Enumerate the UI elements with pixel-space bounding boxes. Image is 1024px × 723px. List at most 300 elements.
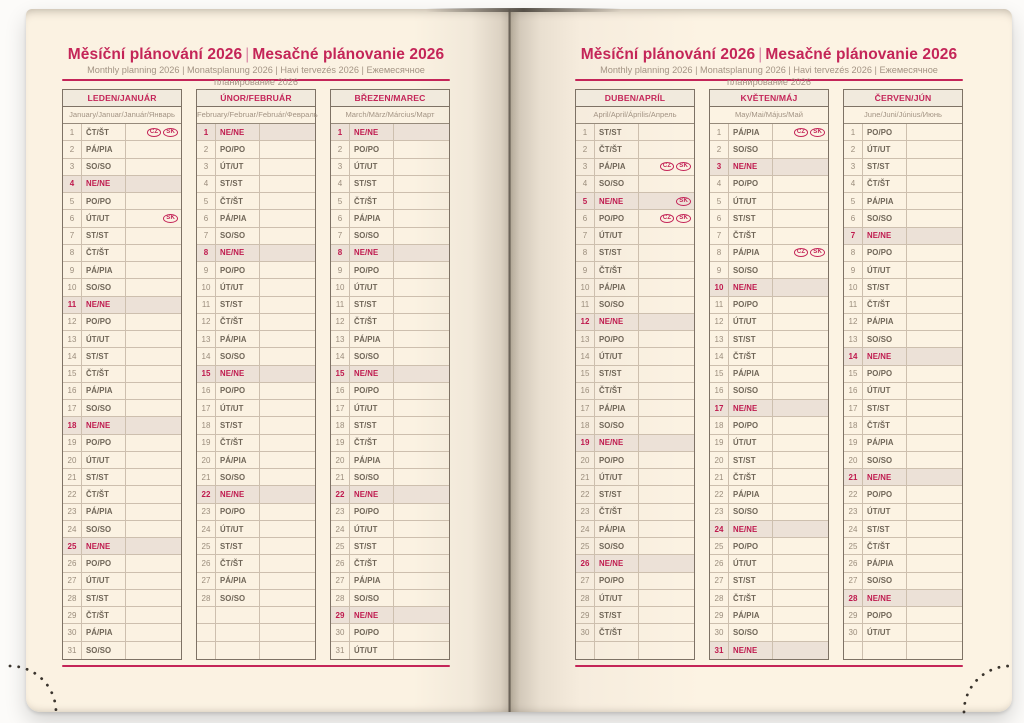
- day-notes-cell: [126, 245, 181, 261]
- day-abbr-cell: ČT/ŠT: [595, 383, 639, 399]
- day-notes-cell: [260, 262, 315, 278]
- day-row: [331, 452, 449, 469]
- day-row: [844, 538, 962, 555]
- day-abbr-cell: PÁ/PIA: [595, 159, 639, 175]
- day-number-cell: 26: [63, 555, 82, 571]
- day-abbr-cell: PO/PO: [216, 504, 260, 520]
- day-row: [197, 417, 315, 434]
- day-row: [710, 469, 828, 486]
- day-notes-cell: [907, 486, 962, 502]
- day-abbr-cell: NE/NE: [350, 124, 394, 140]
- day-row: [576, 400, 694, 417]
- day-row: [63, 297, 181, 314]
- day-row: [197, 573, 315, 590]
- day-notes-cell: [394, 297, 449, 313]
- day-number-cell: 11: [197, 297, 216, 313]
- day-number-cell: 17: [331, 400, 350, 416]
- day-abbr-cell: ÚT/UT: [863, 504, 907, 520]
- day-notes-cell: [126, 297, 181, 313]
- day-row: [331, 314, 449, 331]
- day-abbr-cell: NE/NE: [216, 245, 260, 261]
- day-abbr-cell: PÁ/PIA: [595, 521, 639, 537]
- day-abbr-cell: NE/NE: [82, 176, 126, 192]
- day-row: [844, 486, 962, 503]
- day-row: [576, 573, 694, 590]
- day-number-cell: 2: [197, 141, 216, 157]
- day-number-cell: 9: [844, 262, 863, 278]
- month-name: ČERVEN/JÚN: [844, 90, 962, 107]
- day-row: [710, 297, 828, 314]
- month-name: KVĚTEN/MÁJ: [710, 90, 828, 107]
- day-number-cell: 17: [197, 400, 216, 416]
- day-number-cell: 25: [197, 538, 216, 554]
- day-notes-cell: [394, 642, 449, 659]
- day-number-cell: 18: [710, 417, 729, 433]
- day-abbr-cell: ÚT/UT: [350, 521, 394, 537]
- day-abbr-cell: SO/SO: [863, 452, 907, 468]
- day-abbr-cell: PO/PO: [729, 417, 773, 433]
- day-notes-cell: [639, 469, 694, 485]
- day-number-cell: 1: [710, 124, 729, 140]
- day-row: [197, 486, 315, 503]
- day-row: [710, 435, 828, 452]
- day-row: [844, 383, 962, 400]
- day-number-cell: 3: [197, 159, 216, 175]
- day-row: [576, 141, 694, 158]
- day-notes-cell: [907, 210, 962, 226]
- day-notes-cell: [394, 573, 449, 589]
- day-row: [331, 124, 449, 141]
- day-number-cell: 16: [576, 383, 595, 399]
- day-number-cell: 21: [197, 469, 216, 485]
- day-notes-cell: [260, 141, 315, 157]
- day-row: [710, 314, 828, 331]
- day-number-cell: 4: [576, 176, 595, 192]
- day-row: [710, 279, 828, 296]
- day-row: [331, 607, 449, 624]
- day-abbr-cell: ST/ST: [82, 228, 126, 244]
- day-notes-cell: [773, 366, 828, 382]
- day-row: [576, 538, 694, 555]
- month-name: ÚNOR/FEBRUÁR: [197, 90, 315, 107]
- day-abbr-cell: SO/SO: [216, 590, 260, 606]
- day-row: [63, 624, 181, 641]
- day-abbr-cell: ÚT/UT: [82, 573, 126, 589]
- day-notes-cell: [907, 642, 962, 659]
- empty-day-row: [197, 624, 315, 641]
- day-abbr-cell: PO/PO: [595, 210, 639, 226]
- day-row: [331, 590, 449, 607]
- day-notes-cell: [907, 624, 962, 640]
- day-abbr-cell: PO/PO: [595, 573, 639, 589]
- day-number-cell: 7: [844, 228, 863, 244]
- day-row: [331, 642, 449, 659]
- day-abbr-cell: ST/ST: [729, 452, 773, 468]
- day-abbr-cell: ČT/ŠT: [216, 555, 260, 571]
- day-row: [576, 417, 694, 434]
- day-number-cell: 22: [710, 486, 729, 502]
- day-row: [710, 590, 828, 607]
- day-notes-cell: [773, 141, 828, 157]
- day-notes-cell: [773, 504, 828, 520]
- month-languages: February/Februar/Február/Февраль: [197, 107, 315, 124]
- day-notes-cell: [260, 435, 315, 451]
- day-abbr-cell: ČT/ŠT: [216, 193, 260, 209]
- day-row: [197, 469, 315, 486]
- empty-day-row: [844, 642, 962, 659]
- day-abbr-cell: ÚT/UT: [82, 331, 126, 347]
- day-number-cell: 16: [197, 383, 216, 399]
- day-row: [576, 383, 694, 400]
- day-abbr-cell: ČT/ŠT: [595, 504, 639, 520]
- page-subtitle: Monthly planning 2026 | Monatsplanung 2026 | Havi tervezés 2026 | Ежемесячное планирование 2026: [87, 65, 425, 87]
- day-number-cell: 14: [331, 348, 350, 364]
- day-number-cell: 23: [331, 504, 350, 520]
- month-languages: January/Januar/Január/Январь: [63, 107, 181, 124]
- day-notes-cell: [260, 159, 315, 175]
- day-number-cell: 24: [844, 521, 863, 537]
- day-row: [63, 486, 181, 503]
- day-abbr-cell: ÚT/UT: [595, 590, 639, 606]
- day-abbr-cell: ČT/ŠT: [729, 469, 773, 485]
- day-row: [63, 590, 181, 607]
- day-row: [63, 348, 181, 365]
- page-title-sk: Mesačné plánovanie 2026: [252, 46, 445, 63]
- day-row: [844, 176, 962, 193]
- day-row: [197, 262, 315, 279]
- day-row: [331, 521, 449, 538]
- day-row: [576, 366, 694, 383]
- day-notes-cell: [907, 193, 962, 209]
- day-notes-cell: [260, 176, 315, 192]
- day-abbr-cell: ČT/ŠT: [863, 176, 907, 192]
- day-number-cell: 15: [63, 366, 82, 382]
- day-notes-cell: [639, 590, 694, 606]
- day-notes-cell: [260, 279, 315, 295]
- day-notes-cell: [907, 314, 962, 330]
- day-row: [331, 228, 449, 245]
- day-notes-cell: [126, 573, 181, 589]
- month-days-grid: [331, 124, 449, 659]
- day-notes-cell: [773, 124, 828, 140]
- day-notes-cell: [126, 555, 181, 571]
- day-number-cell: 15: [844, 366, 863, 382]
- day-notes-cell: [773, 314, 828, 330]
- day-notes-cell: [773, 417, 828, 433]
- day-abbr-cell: ČT/ŠT: [729, 348, 773, 364]
- day-abbr-cell: [216, 624, 260, 640]
- day-row: [710, 193, 828, 210]
- day-abbr-cell: ČT/ŠT: [863, 538, 907, 554]
- day-number-cell: 20: [197, 452, 216, 468]
- day-number-cell: 27: [331, 573, 350, 589]
- day-row: [63, 538, 181, 555]
- day-number-cell: 3: [63, 159, 82, 175]
- day-notes-cell: [639, 262, 694, 278]
- day-abbr-cell: PÁ/PIA: [863, 435, 907, 451]
- day-notes-cell: [907, 435, 962, 451]
- day-notes-cell: [773, 435, 828, 451]
- day-row: [197, 348, 315, 365]
- day-abbr-cell: PÁ/PIA: [216, 331, 260, 347]
- day-row: [331, 159, 449, 176]
- day-abbr-cell: ÚT/UT: [216, 400, 260, 416]
- day-row: [197, 383, 315, 400]
- day-notes-cell: [639, 400, 694, 416]
- day-notes-cell: [260, 400, 315, 416]
- holiday-badge-sk: SK: [676, 214, 691, 223]
- day-row: [63, 521, 181, 538]
- day-notes-cell: [394, 504, 449, 520]
- day-row: [331, 331, 449, 348]
- day-row: [844, 573, 962, 590]
- day-row: [63, 555, 181, 572]
- day-notes-cell: [394, 417, 449, 433]
- day-abbr-cell: ST/ST: [216, 417, 260, 433]
- day-notes-cell: [394, 228, 449, 244]
- day-row: [63, 504, 181, 521]
- day-abbr-cell: NE/NE: [595, 435, 639, 451]
- day-number-cell: 17: [63, 400, 82, 416]
- day-number-cell: 29: [844, 607, 863, 623]
- day-row: [844, 193, 962, 210]
- day-row: [710, 383, 828, 400]
- day-number-cell: 16: [331, 383, 350, 399]
- month-languages: April/April/Április/Апрель: [576, 107, 694, 124]
- day-abbr-cell: NE/NE: [216, 366, 260, 382]
- day-notes-cell: [907, 279, 962, 295]
- day-abbr-cell: NE/NE: [595, 555, 639, 571]
- day-notes-cell: [260, 642, 315, 659]
- month-table: [330, 89, 450, 660]
- day-number-cell: 7: [710, 228, 729, 244]
- day-notes-cell: [126, 228, 181, 244]
- day-row: [710, 366, 828, 383]
- day-notes-cell: [260, 297, 315, 313]
- day-abbr-cell: ST/ST: [863, 159, 907, 175]
- day-number-cell: 21: [576, 469, 595, 485]
- day-abbr-cell: PO/PO: [729, 538, 773, 554]
- day-abbr-cell: PO/PO: [350, 141, 394, 157]
- day-row: [710, 486, 828, 503]
- day-row: [197, 400, 315, 417]
- day-notes-cell: [394, 521, 449, 537]
- day-abbr-cell: [216, 642, 260, 659]
- months-row: [62, 89, 450, 660]
- month-days-grid: [710, 124, 828, 659]
- day-notes-cell: [773, 555, 828, 571]
- day-notes-cell: [394, 555, 449, 571]
- day-abbr-cell: ČT/ŠT: [82, 124, 126, 140]
- day-notes-cell: [773, 297, 828, 313]
- right-page: [510, 9, 1012, 712]
- day-number-cell: 24: [63, 521, 82, 537]
- day-notes-cell: [639, 279, 694, 295]
- day-abbr-cell: ST/ST: [350, 297, 394, 313]
- day-number-cell: 27: [197, 573, 216, 589]
- day-notes-cell: [773, 193, 828, 209]
- day-abbr-cell: ÚT/UT: [216, 279, 260, 295]
- day-number-cell: 28: [844, 590, 863, 606]
- day-number-cell: 3: [331, 159, 350, 175]
- day-row: [710, 555, 828, 572]
- day-row: [197, 124, 315, 141]
- day-notes-cell: [394, 141, 449, 157]
- day-abbr-cell: SO/SO: [863, 573, 907, 589]
- day-abbr-cell: ST/ST: [350, 417, 394, 433]
- day-notes-cell: [907, 590, 962, 606]
- day-notes-cell: [394, 366, 449, 382]
- day-notes-cell: [639, 245, 694, 261]
- day-abbr-cell: SO/SO: [82, 521, 126, 537]
- day-number-cell: 29: [331, 607, 350, 623]
- day-number-cell: 4: [710, 176, 729, 192]
- day-notes-cell: [126, 124, 181, 140]
- day-abbr-cell: SO/SO: [729, 383, 773, 399]
- day-row: [197, 210, 315, 227]
- day-abbr-cell: ST/ST: [729, 331, 773, 347]
- day-number-cell: 13: [576, 331, 595, 347]
- day-number-cell: 14: [197, 348, 216, 364]
- day-abbr-cell: ČT/ŠT: [216, 435, 260, 451]
- day-notes-cell: [639, 573, 694, 589]
- day-abbr-cell: ÚT/UT: [350, 279, 394, 295]
- month-days-grid: [844, 124, 962, 659]
- day-abbr-cell: PO/PO: [729, 176, 773, 192]
- day-abbr-cell: NE/NE: [729, 521, 773, 537]
- day-number-cell: 17: [710, 400, 729, 416]
- day-notes-cell: [773, 642, 828, 659]
- day-abbr-cell: NE/NE: [729, 159, 773, 175]
- day-abbr-cell: NE/NE: [595, 193, 639, 209]
- day-number-cell: 30: [331, 624, 350, 640]
- day-row: [63, 331, 181, 348]
- month-table: [196, 89, 316, 660]
- day-notes-cell: [907, 331, 962, 347]
- day-row: [197, 555, 315, 572]
- day-row: [844, 366, 962, 383]
- day-number-cell: 22: [576, 486, 595, 502]
- day-row: [576, 279, 694, 296]
- day-number-cell: 24: [710, 521, 729, 537]
- day-abbr-cell: ST/ST: [595, 124, 639, 140]
- day-number-cell: 6: [63, 210, 82, 226]
- day-row: [197, 279, 315, 296]
- holiday-badge-sk: SK: [163, 214, 178, 223]
- day-abbr-cell: PÁ/PIA: [82, 383, 126, 399]
- day-notes-cell: [773, 521, 828, 537]
- day-abbr-cell: ÚT/UT: [595, 228, 639, 244]
- day-abbr-cell: SO/SO: [729, 141, 773, 157]
- day-row: [576, 624, 694, 641]
- page-title: [575, 46, 963, 64]
- day-row: [331, 573, 449, 590]
- day-notes-cell: [907, 348, 962, 364]
- day-number-cell: 2: [331, 141, 350, 157]
- day-abbr-cell: ČT/ŠT: [350, 314, 394, 330]
- day-number-cell: 19: [710, 435, 729, 451]
- day-abbr-cell: ČT/ŠT: [350, 555, 394, 571]
- day-number-cell: 27: [576, 573, 595, 589]
- month-languages: March/März/Március/Март: [331, 107, 449, 124]
- day-number-cell: 4: [331, 176, 350, 192]
- day-number-cell: 12: [331, 314, 350, 330]
- day-number-cell: 20: [576, 452, 595, 468]
- day-abbr-cell: ÚT/UT: [350, 400, 394, 416]
- day-notes-cell: [639, 331, 694, 347]
- day-abbr-cell: SO/SO: [595, 538, 639, 554]
- day-notes-cell: [773, 573, 828, 589]
- day-number-cell: 21: [844, 469, 863, 485]
- day-abbr-cell: ČT/ŠT: [863, 297, 907, 313]
- day-notes-cell: [126, 452, 181, 468]
- day-row: [331, 366, 449, 383]
- day-number-cell: 19: [331, 435, 350, 451]
- day-abbr-cell: ÚT/UT: [863, 141, 907, 157]
- month-name: LEDEN/JANUÁR: [63, 90, 181, 107]
- day-notes-cell: [260, 624, 315, 640]
- day-notes-cell: [907, 228, 962, 244]
- day-number-cell: 14: [63, 348, 82, 364]
- day-notes-cell: [639, 417, 694, 433]
- day-notes-cell: [126, 176, 181, 192]
- day-notes-cell: [260, 417, 315, 433]
- day-notes-cell: [639, 504, 694, 520]
- day-number-cell: 19: [576, 435, 595, 451]
- day-number-cell: 1: [63, 124, 82, 140]
- day-abbr-cell: ČT/ŠT: [82, 607, 126, 623]
- day-row: [63, 245, 181, 262]
- day-row: [844, 262, 962, 279]
- day-notes-cell: [394, 624, 449, 640]
- day-number-cell: 12: [63, 314, 82, 330]
- holiday-badge-sk: SK: [676, 162, 691, 171]
- day-row: [576, 245, 694, 262]
- day-row: [63, 452, 181, 469]
- day-row: [576, 124, 694, 141]
- day-abbr-cell: ČT/ŠT: [595, 262, 639, 278]
- day-number-cell: 31: [331, 642, 350, 659]
- day-abbr-cell: ÚT/UT: [729, 193, 773, 209]
- left-page-content: [62, 46, 450, 667]
- day-abbr-cell: NE/NE: [863, 469, 907, 485]
- day-abbr-cell: PO/PO: [216, 141, 260, 157]
- day-notes-cell: [126, 383, 181, 399]
- day-notes-cell: [907, 452, 962, 468]
- day-number-cell: 11: [63, 297, 82, 313]
- day-number-cell: 14: [710, 348, 729, 364]
- day-number-cell: 23: [197, 504, 216, 520]
- day-row: [331, 383, 449, 400]
- day-abbr-cell: ST/ST: [595, 486, 639, 502]
- day-number-cell: 10: [844, 279, 863, 295]
- day-notes-cell: [907, 245, 962, 261]
- day-abbr-cell: PO/PO: [863, 607, 907, 623]
- holiday-badge-sk: SK: [810, 248, 825, 257]
- day-notes-cell: [907, 469, 962, 485]
- day-number-cell: 9: [710, 262, 729, 278]
- day-number-cell: 19: [844, 435, 863, 451]
- day-number-cell: 5: [63, 193, 82, 209]
- day-abbr-cell: PO/PO: [595, 331, 639, 347]
- day-number-cell: 15: [576, 366, 595, 382]
- day-notes-cell: [639, 383, 694, 399]
- day-number-cell: 5: [844, 193, 863, 209]
- day-notes-cell: [907, 555, 962, 571]
- day-notes-cell: [639, 642, 694, 659]
- day-notes-cell: [639, 210, 694, 226]
- day-abbr-cell: PÁ/PIA: [863, 314, 907, 330]
